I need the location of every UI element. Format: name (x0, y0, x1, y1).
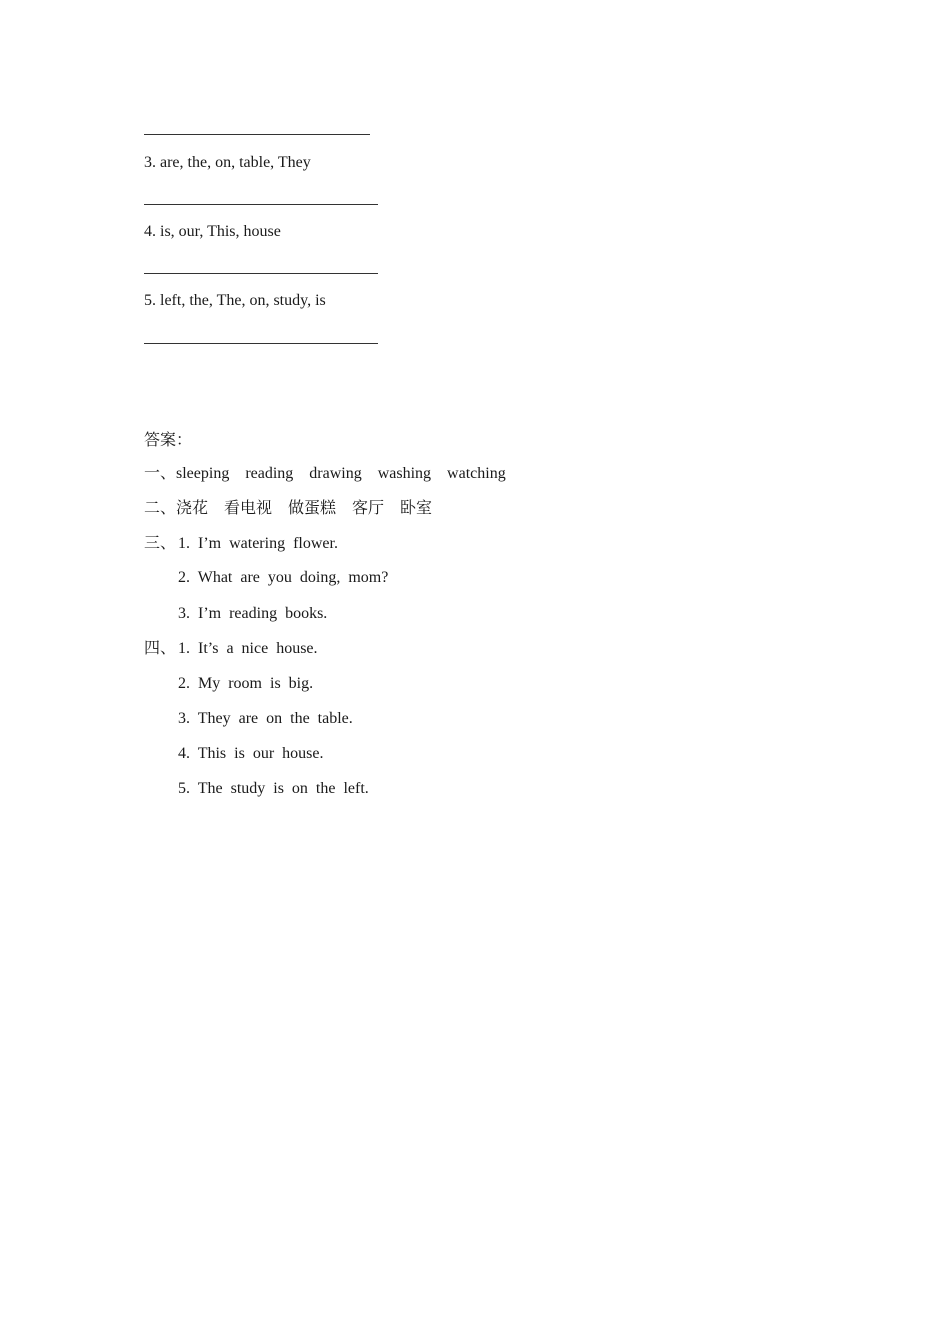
exercise-item-5: 5. left, the, The, on, study, is (144, 292, 326, 309)
exercise-item-3: 3. are, the, on, table, They (144, 154, 311, 171)
answers-section-3-line-3: 3. I’m reading books. (178, 605, 328, 622)
answers-section-4-line-2: 2. My room is big. (178, 675, 314, 692)
answers-section-3-line-1: 1. I’m watering flower. (178, 535, 338, 552)
answer-blank-line[interactable] (144, 134, 370, 135)
answers-heading: 答案： (144, 432, 193, 449)
answers-section-4-line-1: 1. It’s a nice house. (178, 640, 318, 657)
answers-section-2: 二、浇花 看电视 做蛋糕 客厅 卧室 (144, 500, 433, 517)
exercise-item-4: 4. is, our, This, house (144, 223, 281, 240)
answers-section-3-line-2: 2. What are you doing, mom? (178, 569, 389, 586)
answers-section-4-line-3: 3. They are on the table. (178, 710, 353, 727)
answers-section-4-line-5: 5. The study is on the left. (178, 780, 369, 797)
answers-section-3-prefix: 三、 (144, 535, 177, 552)
answers-section-1: 一、sleeping reading drawing washing watching (144, 465, 506, 482)
answer-blank-line[interactable] (144, 273, 378, 274)
answer-blank-line[interactable] (144, 204, 378, 205)
answers-section-4-prefix: 四、 (144, 640, 177, 657)
answers-section-4-line-4: 4. This is our house. (178, 745, 324, 762)
answer-blank-line[interactable] (144, 343, 378, 344)
